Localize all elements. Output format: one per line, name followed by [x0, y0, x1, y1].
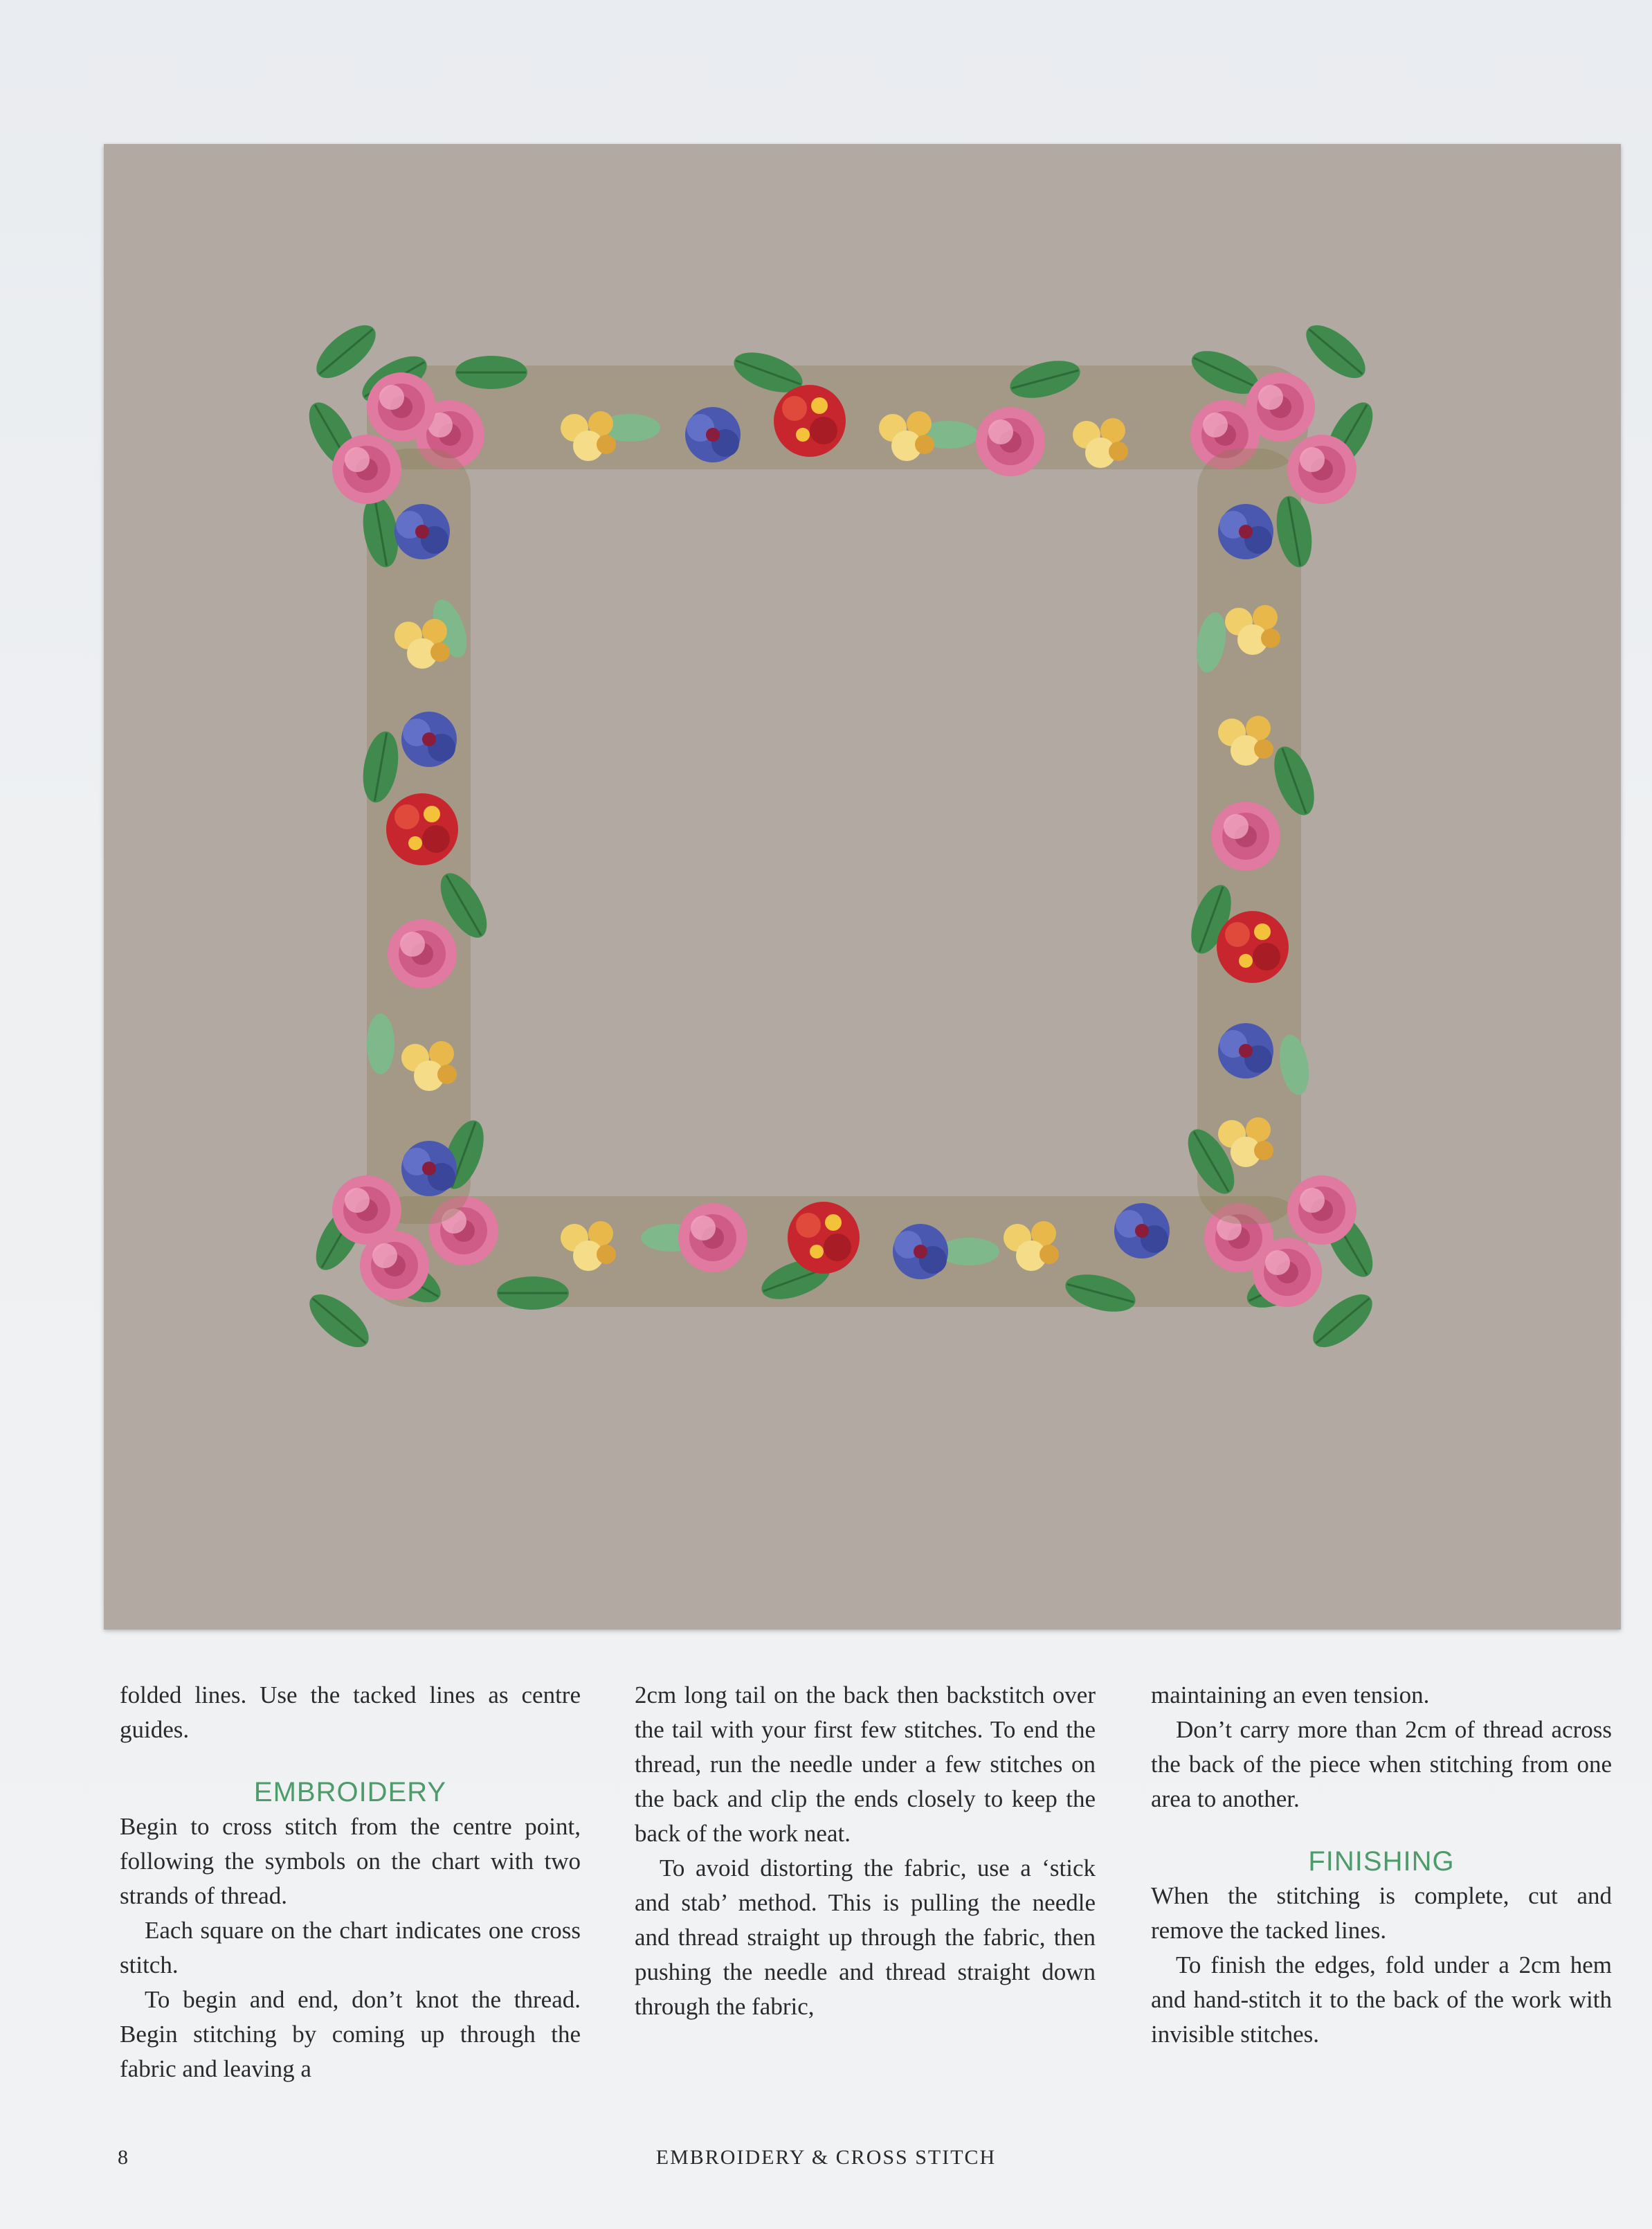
paragraph: To avoid distorting the fabric, use a ‘stick and stab’ method. This is pulling the needle and thread straight up through the fabric, then pushing the needle and thread straight down through the fabric,: [635, 1855, 1096, 2020]
wreath-bottom: [367, 1196, 1320, 1319]
text-column-2: [635, 1678, 1096, 2024]
paragraph: To finish the edges, fold under a 2cm hem and hand-stitch it to the back of the work with invisible stitches.: [1151, 1951, 1612, 2048]
floral-wreath-image: [104, 144, 1621, 1630]
embroidery-photo: [104, 144, 1621, 1630]
section-heading-finishing: FINISHING: [1308, 1846, 1455, 1877]
page-number: 8: [118, 2146, 129, 2169]
paragraph: When the stitching is complete, cut and remove the tacked lines.: [1151, 1882, 1612, 1944]
paragraph: Begin to cross stitch from the centre point, following the symbols on the chart with two strands of thread.: [120, 1813, 581, 1909]
section-heading-embroidery: EMBROIDERY: [253, 1777, 447, 1807]
paragraph: folded lines. Use the tacked lines as centre guides.: [120, 1681, 581, 1743]
wreath-right: [1179, 449, 1322, 1224]
paragraph: Don’t carry more than 2cm of thread across the back of the piece when stitching from one area to another.: [1151, 1716, 1612, 1812]
publication-name: EMBROIDERY & CROSS STITCH: [655, 2146, 997, 2169]
paragraph: To begin and end, don’t knot the thread. Begin stitching by coming up through the fabric and leaving a: [120, 1986, 581, 2082]
paragraph: 2cm long tail on the back then backstitch over the tail with your first few stitches. To end the thread, run the needle under a few stitches on the back and clip the ends closely to keep the back of the work neat.: [635, 1681, 1096, 1847]
paragraph: Each square on the chart indicates one cross stitch.: [120, 1917, 581, 1978]
text-column-1: [120, 1678, 581, 2086]
text-column-3: [1151, 1678, 1612, 2052]
paragraph: maintaining an even tension.: [1151, 1681, 1430, 1708]
